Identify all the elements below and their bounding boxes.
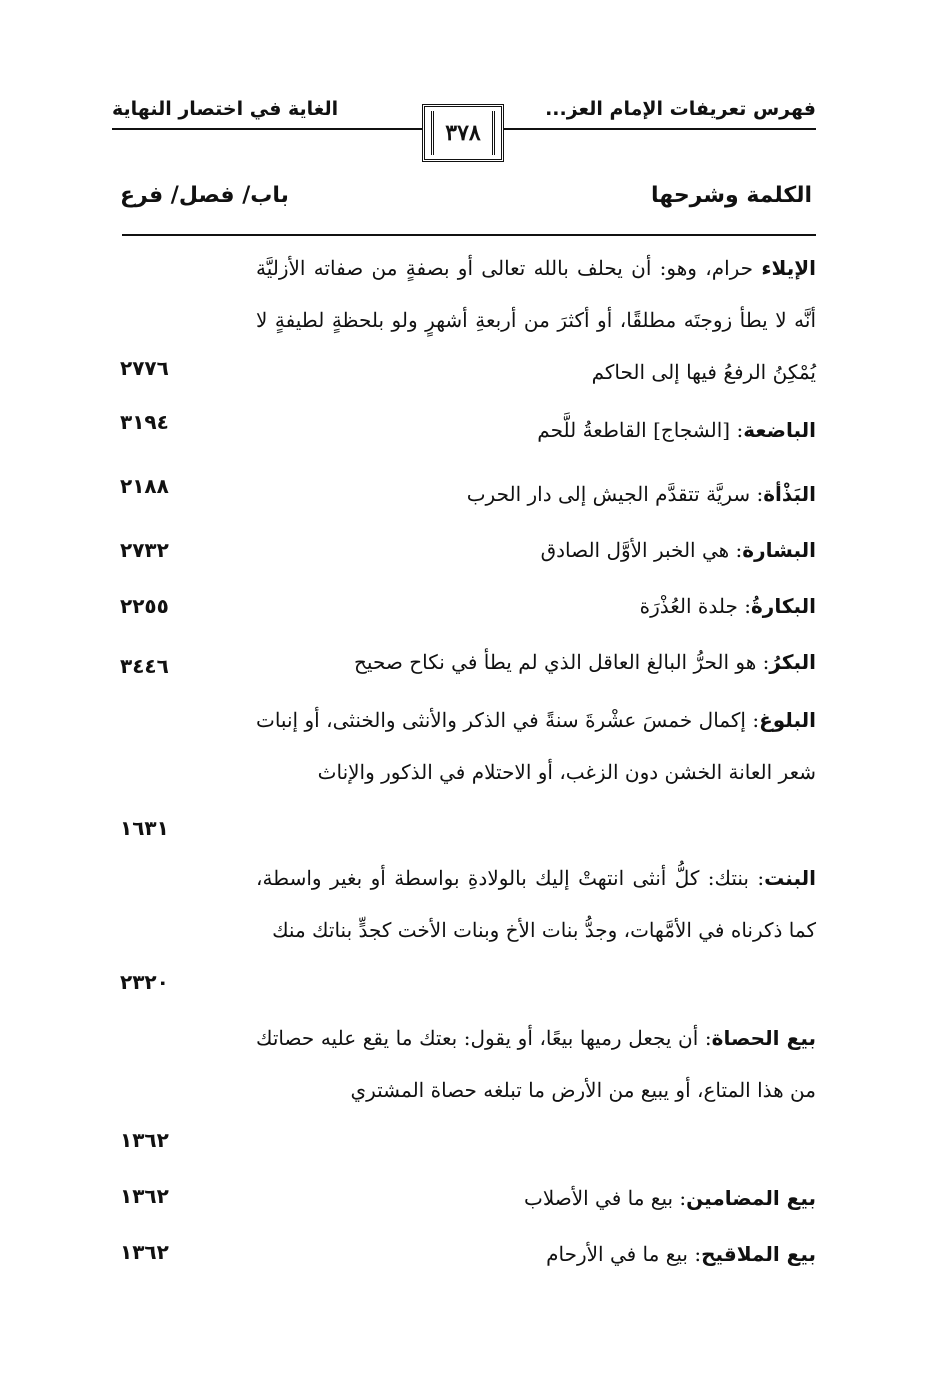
entry-definition: : إكمال خمسَ عشْرةَ سنةً في الذكر والأنثى والخنثى، أو إنبات شعر العانة الخشن دون الزغب، أو الاحتلام في الذكور والإناث (256, 708, 816, 784)
index-entry (256, 468, 816, 520)
entry-definition: حرام، وهو: أن يحلف بالله تعالى أو بصفةٍ من صفاته الأزليَّة أنَّه لا يطأ زوجتَه مطلقًا، أو أكثرَ من أربعةِ أشهرٍ ولو بلحظةٍ لطيفةٍ لا يُمْكِنُ الرفعُ فيها إلى الحاكم (256, 256, 816, 384)
entry-reference-number: ١٣٦٢ (120, 1184, 169, 1208)
entry-definition: : بيع ما في الأرحام (546, 1242, 702, 1266)
column-header-rule (122, 234, 816, 236)
entry-definition: : بيع ما في الأصلاب (523, 1186, 687, 1210)
index-entry (256, 524, 816, 576)
entry-definition: : هو الحرُّ البالغ العاقل الذي لم يطأ في نكاح صحيح (354, 650, 770, 674)
entry-term: الإيلاء (761, 256, 816, 280)
index-entry (256, 404, 816, 456)
index-entry (256, 852, 816, 956)
entry-reference-number: ١٦٣١ (120, 816, 169, 840)
index-entry (256, 242, 816, 398)
index-entry (256, 580, 816, 632)
index-entry (256, 1172, 816, 1224)
header-rule-left (112, 128, 422, 130)
entry-definition: : هي الخبر الأوَّل الصادق (540, 538, 743, 562)
index-entry (256, 636, 816, 688)
entry-term: البكارةُ (751, 594, 816, 618)
entry-reference-number: ٣١٩٤ (120, 410, 169, 434)
header-right-title: فهرس تعريفات الإمام العز... (545, 98, 816, 120)
entry-term: بيع الملاقيح (701, 1242, 816, 1266)
column-title-term: الكلمة وشرحها (651, 183, 812, 208)
column-title-reference: باب/ فصل/ فرع (120, 183, 289, 208)
header-rule-right (504, 128, 816, 130)
entry-term: البنت (764, 866, 816, 890)
entry-reference-number: ٢٢٥٥ (120, 594, 169, 618)
page-number: ٣٧٨ (445, 120, 481, 146)
index-entry (256, 694, 816, 798)
entry-term: بيع المضامين (686, 1186, 816, 1210)
entry-reference-number: ٢٣٢٠ (120, 970, 169, 994)
header-left-title: الغاية في اختصار النهاية (112, 98, 339, 120)
entry-term: البكرُ (769, 650, 816, 674)
entry-definition: : جلدة العُذْرَة (639, 594, 751, 618)
index-entry (256, 1228, 816, 1280)
entry-definition: : سريَّة تتقدَّم الجيش إلى دار الحرب (466, 482, 764, 506)
entry-term: البشارة (742, 538, 816, 562)
entry-definition: : أن يجعل رميها بيعًا، أو يقول: بعتك ما يقع عليه حصاتك من هذا المتاع، أو يبيع من الأرض ما تبلغه حصاة المشتري (256, 1026, 816, 1102)
entry-reference-number: ٢٧٧٦ (120, 356, 169, 380)
entry-reference-number: ١٣٦٢ (120, 1128, 169, 1152)
entry-term: البلوغ (759, 708, 817, 732)
entry-definition: : [الشجاج] القاطعةُ للَّحم (537, 418, 744, 442)
entry-term: البَذْأة (763, 482, 816, 506)
entry-term: الباضعة (743, 418, 816, 442)
index-entry (256, 1012, 816, 1116)
entry-definition: : بنتك: كلُّ أنثى انتهتْ إليك بالولادةِ بواسطة أو بغير واسطة، كما ذكرناه في الأمَّهات، وجدُّ بنات الأخ وبنات الأخت كجدٍّ بناتك منك (256, 866, 816, 942)
entry-reference-number: ٢١٨٨ (120, 474, 169, 498)
entry-reference-number: ٣٤٤٦ (120, 654, 169, 678)
entry-reference-number: ٢٧٣٢ (120, 538, 169, 562)
entry-term: بيع الحصاة (711, 1026, 816, 1050)
page-number-box (422, 104, 504, 162)
entry-reference-number: ١٣٦٢ (120, 1240, 169, 1264)
